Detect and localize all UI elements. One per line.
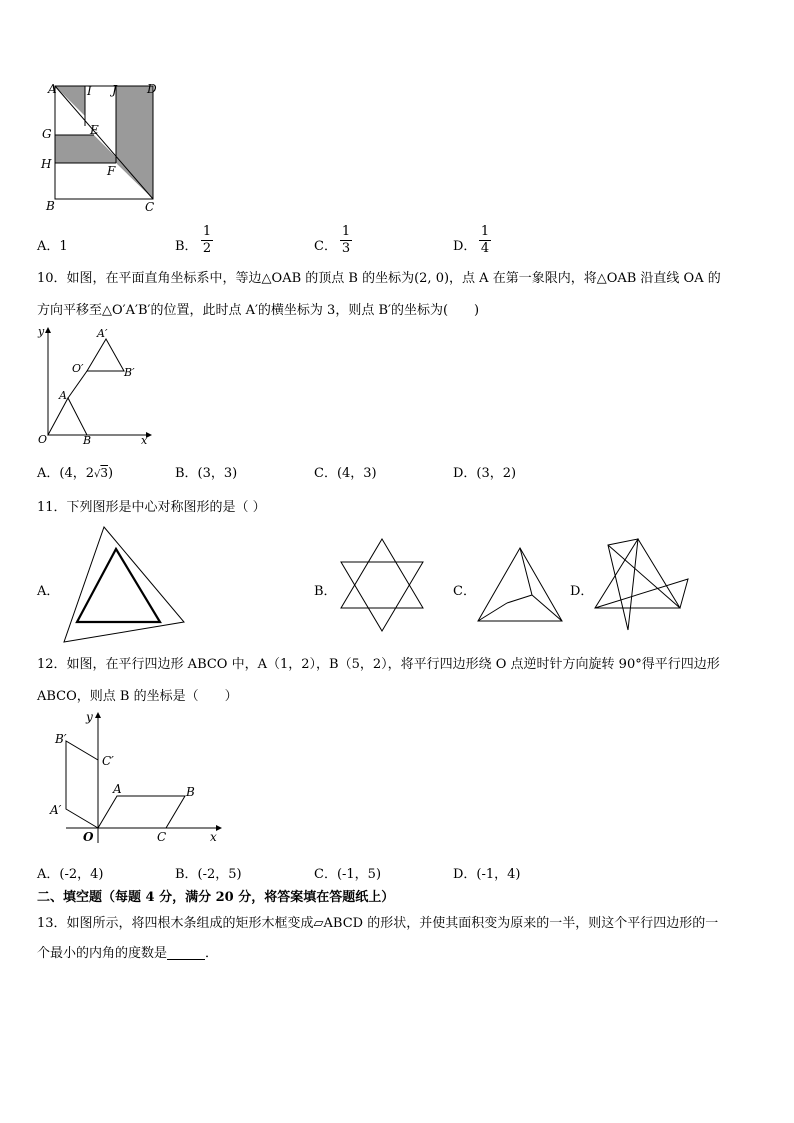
q10-figure [34,325,154,447]
q13-stem-line2-suffix: ． [205,946,219,961]
q13-stem-line2 [37,947,218,960]
q10-label-y: y [38,325,45,338]
q9-label-E: E [90,123,99,137]
q9-option-d-fraction: 1 4 [480,224,490,256]
q9-label-D: D [147,82,157,96]
q11-option-c-label[interactable]: C． [453,584,476,599]
q12-parallelogram-rotated [66,741,98,828]
q9-option-a[interactable]: A．1 [37,239,68,254]
q9-label-C: C [145,200,155,214]
q13-answer-blank[interactable] [167,947,205,960]
q12-stem-line2: ABCO，则点 B 的坐标是（ ） [37,689,238,704]
q10-label-O: O [38,433,48,446]
q12-parallelogram-ABCO [98,796,185,828]
q12-option-d[interactable]: D．(-1，4) [453,867,521,882]
q11-stem: 11．下列图形是中心对称图形的是（ ） [37,500,266,515]
q12-label-B: B [186,785,195,799]
q9-option-d-prefix[interactable]: D． [453,239,477,254]
q12-label-O: O [83,830,94,844]
q10-label-A-prime: A′ [97,327,108,340]
q10-label-B: B [83,434,92,447]
q10-label-x: x [141,434,148,447]
q9-label-B: B [46,199,55,213]
q9-label-H: H [41,157,52,171]
q9-label-I: I [87,84,92,98]
q11-option-b-label[interactable]: B． [314,584,337,599]
q10-option-b[interactable]: B．(3，3) [175,466,238,481]
q11-option-a-label[interactable]: A． [37,584,60,599]
q12-label-C: C [157,830,167,844]
q12-option-a[interactable]: A．(-2，4) [37,867,104,882]
q9-option-b-fraction: 1 2 [202,224,212,256]
q9-shade-right-region [116,86,153,199]
q12-label-C-prime: C′ [102,754,114,768]
q11-figure-c[interactable] [475,545,565,625]
q10-label-O-prime: O′ [72,362,84,375]
q11-option-d-label[interactable]: D． [570,584,594,599]
q9-option-c-prefix[interactable]: C． [314,239,337,254]
q11-figure-a[interactable] [60,525,190,645]
q12-label-A-prime: A′ [50,803,62,817]
q11-figure-b[interactable] [334,535,430,635]
q9-label-G: G [42,127,52,141]
q10-option-d[interactable]: D．(3，2) [453,466,517,481]
q12-stem-line1: 12．如图，在平行四边形 ABCO 中，A（1，2），B（5，2），将平行四边形绕 O 点逆时针方向旋转 90°得平行四边形 [37,657,720,672]
q9-label-A: A [48,82,57,96]
q13-stem-line2-prefix: 个最小的内角的度数是 [37,946,168,961]
q9-figure [36,80,176,220]
q9-option-b-prefix[interactable]: B． [175,239,198,254]
q12-label-A: A [113,782,122,796]
q10-triangle-OAB-prime [87,339,124,371]
q10-option-a[interactable]: A．(4，2√3) [37,466,114,481]
q9-label-F: F [107,164,116,178]
q12-option-b[interactable]: B．(-2，5) [175,867,242,882]
q10-triangle-OAB [48,398,87,435]
q10-label-B-prime: B′ [124,366,135,379]
q10-stem-line1: 10．如图，在平面直角坐标系中，等边△OAB 的顶点 B 的坐标为(2, 0)，点 A 在第一象限内，将△OAB 沿直线 OA 的 [37,271,721,286]
q12-label-y: y [86,710,93,724]
q10-stem-line2: 方向平移至△O′A′B′的位置，此时点 A′的横坐标为 3，则点 B′的坐标为( ) [37,303,480,318]
section2-heading: 二、填空题（每题 4 分，满分 20 分，将答案填在答题纸上） [37,890,395,905]
q13-stem-line1: 13．如图所示，将四根木条组成的矩形木框变成▱ABCD 的形状，并使其面积变为原来的一半，则这个平行四边形的一 [37,916,719,931]
q9-label-J: J [112,83,117,97]
q12-figure [36,708,226,848]
q12-option-c[interactable]: C．(-1，5) [314,867,382,882]
q10-option-c[interactable]: C．(4，3) [314,466,377,481]
q12-label-B-prime: B′ [55,732,67,746]
q10-label-A: A [59,389,67,402]
q12-label-x: x [210,830,217,844]
q9-option-c-fraction: 1 3 [341,224,351,256]
q11-figure-d[interactable] [592,535,692,635]
